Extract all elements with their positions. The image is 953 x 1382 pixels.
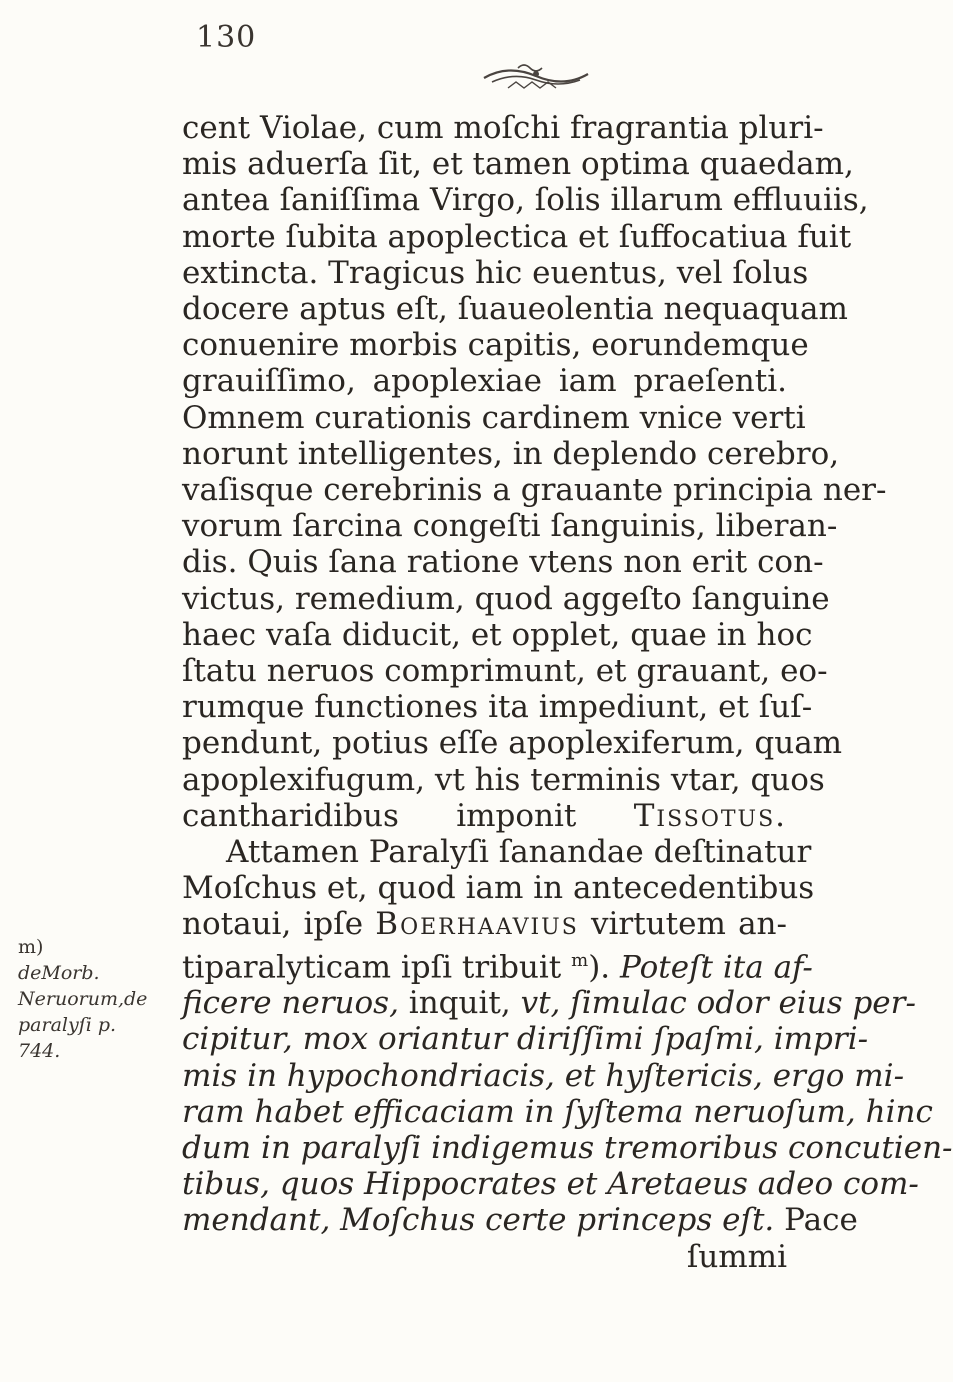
text-line bbox=[182, 906, 787, 942]
text-fragment: ). bbox=[588, 949, 621, 985]
text-line: norunt intelligentes, in deplendo cerebro, bbox=[182, 435, 840, 472]
author-name: Boerhaavius bbox=[375, 906, 579, 943]
text-line bbox=[182, 798, 787, 834]
author-name: Tissotus. bbox=[633, 797, 788, 834]
margin-note-line bbox=[18, 934, 188, 986]
text-line: ſtatu neruos comprimunt, et grauant, eo- bbox=[182, 653, 828, 690]
text-line bbox=[182, 985, 916, 1022]
text-line: conuenire morbis capitis, eorundemque bbox=[182, 327, 809, 364]
text-line: antea ſaniſſima Virgo, ſolis illarum effluuiis, bbox=[182, 182, 869, 219]
quotation-line: tibus, quos Hippocrates et Aretaeus adeo com- bbox=[182, 1166, 919, 1203]
margin-note-line: Neruorum,de bbox=[18, 988, 148, 1010]
text-fragment: Pace bbox=[784, 1202, 858, 1239]
text-fragment: cantharidibus imponit bbox=[182, 797, 577, 834]
margin-note-line: 744. bbox=[18, 1040, 61, 1062]
quotation: Poteſt ita af- bbox=[620, 949, 813, 985]
quotation: ficere neruos, bbox=[182, 985, 399, 1022]
text-line: rumque functiones ita impediunt, et ſuſ- bbox=[182, 689, 813, 726]
quotation: mendant, Moſchus certe princeps eſt. bbox=[182, 1202, 775, 1239]
page-number: 130 bbox=[196, 20, 257, 55]
text-line: morte ſubita apoplectica et ſuffocatiua fuit bbox=[182, 218, 852, 255]
catchword: ſummi bbox=[686, 1238, 787, 1275]
quotation-line: ram habet efficaciam in ſyſtema neruoſum, hinc bbox=[182, 1093, 933, 1130]
text-line: extincta. Tragicus hic euentus, vel ſolus bbox=[182, 254, 809, 291]
footnote-marker: m) bbox=[18, 936, 44, 958]
text-line: cent Violae, cum moſchi fragrantia pluri- bbox=[182, 110, 824, 146]
text-line: pendunt, potius eſſe apoplexiferum, quam bbox=[182, 725, 843, 762]
text-line: dis. Quis ſana ratione vtens non erit con- bbox=[182, 544, 824, 581]
text-line: mis aduerſa ſit, et tamen optima quaedam, bbox=[182, 146, 854, 183]
quotation-line: mis in hypochondriacis, et hyſtericis, ergo mi- bbox=[182, 1057, 905, 1094]
text-line: grauiſſimo, apoplexiae iam praeſenti. bbox=[182, 363, 787, 400]
text-line bbox=[182, 1202, 858, 1239]
margin-note bbox=[18, 934, 188, 1064]
text-fragment: virtutem an- bbox=[591, 906, 787, 943]
text-line: Moſchus et, quod iam in antecedentibus bbox=[182, 870, 815, 907]
text-line: apoplexifugum, vt his terminis vtar, quos bbox=[182, 761, 825, 798]
text-fragment: tiparalyticam ipſi tribuit bbox=[182, 949, 572, 985]
quotation: vt, ſimulac odor eius per- bbox=[520, 985, 916, 1022]
text-line: Attamen Paralyſi ſanandae deſtinatur bbox=[226, 834, 812, 871]
text-line: Omnem curationis cardinem vnice verti bbox=[182, 399, 806, 436]
quotation-line: cipitur, mox oriantur diriſſimi ſpaſmi, impri- bbox=[182, 1021, 869, 1058]
text-line: vorum ſarcina congeſti ſanguinis, liberan- bbox=[182, 508, 838, 545]
text-line: haec vaſa diducit, et opplet, quae in hoc bbox=[182, 616, 813, 653]
text-fragment: notaui, ipſe bbox=[182, 906, 364, 943]
printers-ornament-icon bbox=[478, 58, 594, 98]
margin-note-text: deMorb. bbox=[18, 962, 100, 984]
text-line bbox=[182, 943, 813, 986]
body-text bbox=[182, 110, 953, 1275]
quotation-line: dum in paralyſi indigemus tremoribus concutien- bbox=[182, 1130, 953, 1167]
margin-note-line: paralyſi p. bbox=[18, 1014, 117, 1036]
footnote-reference: m bbox=[571, 949, 589, 971]
text-line: vaſisque cerebrinis a grauante principia ner- bbox=[182, 472, 887, 509]
text-fragment: inquit, bbox=[408, 985, 511, 1022]
text-line: victus, remedium, quod aggeſto ſanguine bbox=[182, 580, 830, 617]
text-line: docere aptus eſt, ſuaueolentia nequaquam bbox=[182, 291, 848, 328]
